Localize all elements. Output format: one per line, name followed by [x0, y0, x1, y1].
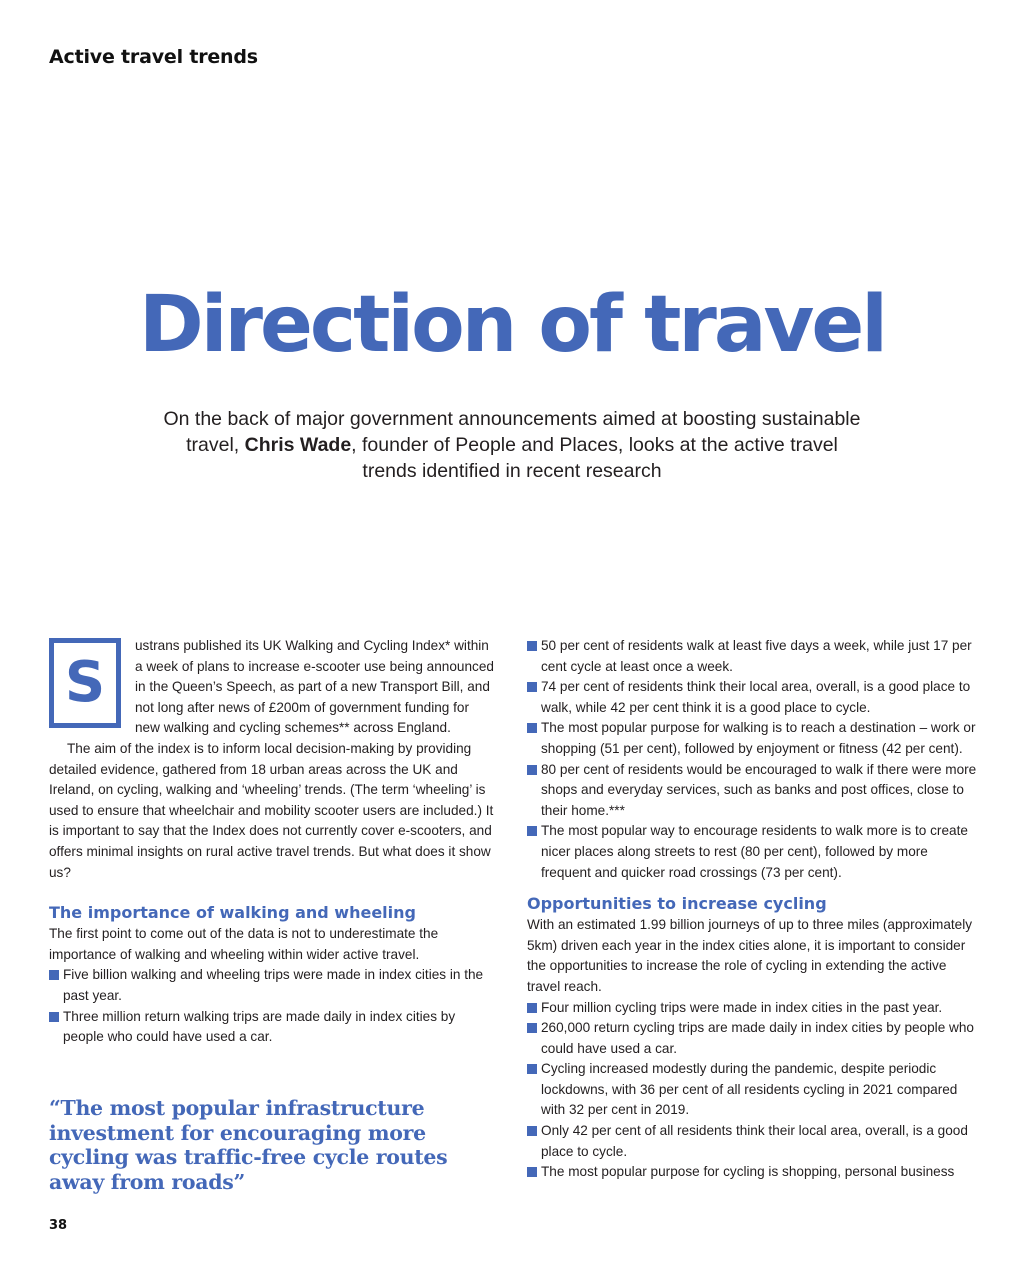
left-column — [49, 636, 494, 1048]
subheading-cycling: Opportunities to increase cycling — [527, 894, 827, 914]
bullet-item: Three million return walking trips are made daily in index cities by people who could have used a car. — [49, 1007, 494, 1048]
bullet-item: Cycling increased modestly during the pandemic, despite periodic lockdowns, with 36 per cent of all residents cycling in 2021 compared with 32 per cent in 2019. — [527, 1059, 977, 1121]
body-paragraph: The first point to come out of the data is not to underestimate the importance of walking and wheeling within wider active travel. — [49, 926, 439, 962]
standfirst-before: On the back of major government announcements aimed at boosting sustainable travel, — [163, 408, 861, 456]
body-paragraph: With an estimated 1.99 billion journeys of up to three miles (approximately 5km) driven each year in the index cities alone, it is important to consider the opportunities to increase the role of cycling in extending the active travel reach. — [527, 917, 973, 994]
article-title: Direction of travel — [139, 280, 885, 370]
bullet-item: 80 per cent of residents would be encouraged to walk if there were more shops and everyday services, such as banks and post offices, close to their home.*** — [527, 760, 977, 822]
bullet-item: Only 42 per cent of all residents think their local area, overall, is a good place to cycle. — [527, 1121, 977, 1162]
bullet-item: Five billion walking and wheeling trips were made in index cities in the past year. — [49, 965, 494, 1006]
author-name: Chris Wade — [244, 434, 352, 456]
bullet-list — [527, 636, 977, 883]
subheading-walking: The importance of walking and wheeling — [49, 903, 416, 923]
right-column — [527, 636, 977, 1183]
bullet-list — [49, 965, 494, 1047]
page-number: 38 — [49, 1218, 68, 1233]
body-paragraph: The aim of the index is to inform local decision-making by providing detailed evidence, gathered from 18 urban areas across the UK and Ireland, on cycling, walking and ‘wheeling’ trends. (The term ‘wheeling’ is used to ensure that wheelchair and mobility scooter users are included.) It is important to say that the Index does not currently cover e-scooters, and offers minimal insights on rural active travel trends. But what does it show us? — [49, 740, 494, 880]
standfirst — [160, 406, 864, 484]
bullet-item: The most popular purpose for walking is to reach a destination – work or shopping (51 per cent), followed by enjoyment or fitness (42 per cent). — [527, 718, 977, 759]
bullet-list — [527, 998, 977, 1183]
section-label: Active travel trends — [49, 46, 258, 68]
bullet-item: 50 per cent of residents walk at least five days a week, while just 17 per cent cycle at least once a week. — [527, 636, 977, 677]
bullet-item: The most popular way to encourage residents to walk more is to create nicer places along streets to rest (80 per cent), followed by more frequent and quicker road crossings (73 per cent). — [527, 821, 977, 883]
drop-cap: S — [49, 638, 121, 728]
bullet-item: The most popular purpose for cycling is shopping, personal business — [527, 1162, 977, 1183]
intro-paragraph: ustrans published its UK Walking and Cycling Index* within a week of plans to increase e-scooter use being announced in the Queen’s Speech, as part of a new Transport Bill, and not long after news of £200m of government funding for new walking and cycling schemes** across England. — [135, 638, 494, 736]
bullet-item: 74 per cent of residents think their local area, overall, is a good place to walk, while 42 per cent think it is a good place to cycle. — [527, 677, 977, 718]
bullet-item: 260,000 return cycling trips are made daily in index cities by people who could have used a car. — [527, 1018, 977, 1059]
bullet-item: Four million cycling trips were made in index cities in the past year. — [527, 998, 977, 1019]
pull-quote: “The most popular infrastructure investment for encouraging more cycling was traffic-free cycle routes away from roads” — [49, 1096, 448, 1194]
standfirst-after: , founder of People and Places, looks at the active travel trends identified in recent research — [351, 434, 838, 482]
